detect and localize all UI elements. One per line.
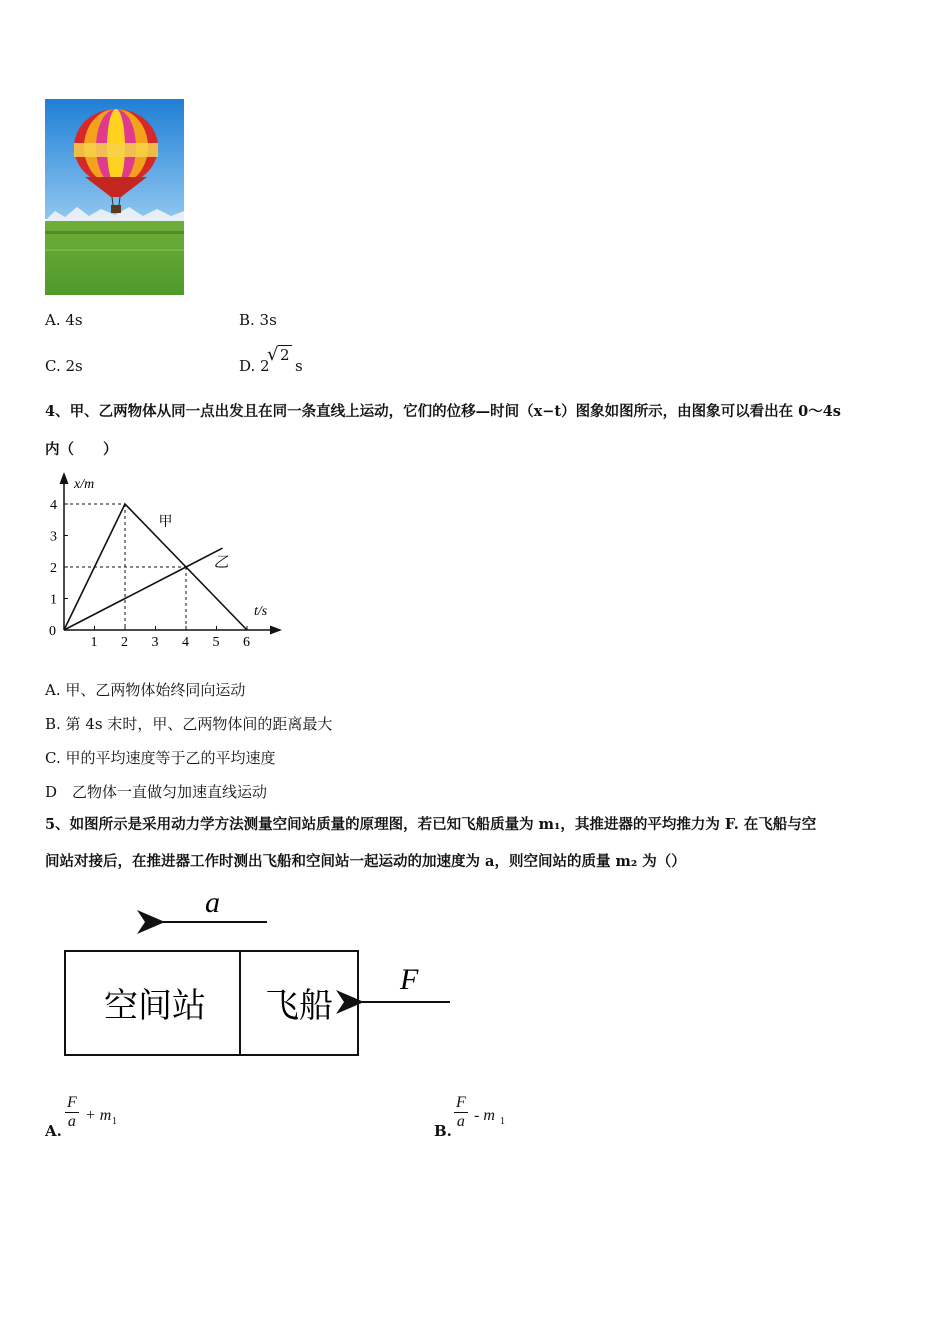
x-tick-label: 5 [212, 635, 220, 650]
acceleration-label: a [205, 886, 220, 919]
y-tick-label: 2 [50, 561, 57, 576]
q5-option-b-rest: - m [474, 1107, 495, 1124]
q3-option-d-radicand: 2 [280, 346, 290, 364]
series-yi-label: 乙 [213, 555, 229, 571]
balloon-illustration [45, 99, 184, 295]
y-tick-label: 1 [50, 592, 57, 608]
series-yi-line [64, 548, 223, 630]
fraction-numerator: F [456, 1094, 466, 1111]
q5-option-a-fraction [65, 1094, 79, 1131]
q3-option-a: A. 4s [45, 311, 83, 329]
q5-diagram [55, 885, 465, 1065]
q5-diagram-svg [55, 885, 465, 1065]
fraction-denominator: a [67, 1113, 76, 1130]
x-axis-label: t/s [254, 604, 268, 619]
q5-option-a-label: A. [45, 1122, 62, 1140]
q5-option-b-fraction [454, 1094, 468, 1131]
space-station-label: 空间站 [104, 988, 206, 1025]
x-tick-label: 3 [151, 635, 159, 650]
q3-option-b: B. 3s [239, 311, 277, 329]
q3-option-d-prefix: D. 2 [239, 357, 270, 375]
y-tick-label: 4 [50, 498, 57, 513]
x-tick-label: 2 [121, 635, 128, 650]
q5-stem-line2: 间站对接后，在推进器工作时测出飞船和空间站一起运动的加速度为 a，则空间站的质量 m₂ 为（） [45, 853, 686, 870]
q4-stem-line2: 内（ ） [45, 441, 118, 458]
q3-option-c: C. 2s [45, 357, 83, 375]
sqrt-symbol: √ [267, 344, 279, 365]
fraction-denominator: a [456, 1113, 465, 1130]
x-tick-label: 6 [243, 635, 250, 650]
q5-option-b-sub: 1 [500, 1116, 505, 1127]
spaceship-label: 飞船 [265, 988, 333, 1025]
q5-stem-line1: 5、如图所示是采用动力学方法测量空间站质量的原理图，若已知飞船质量为 m₁，其推进器的平均推力为 F. 在飞船与空 [45, 816, 817, 833]
force-label: F [400, 963, 419, 996]
xt-graph-svg [40, 470, 285, 650]
y-tick-label: 3 [50, 529, 57, 545]
q4-stem-line1: 4、甲、乙两物体从同一点出发且在同一条直线上运动，它们的位移—时间（x−t）图象如图所示，由图象可以看出在 0～4s [45, 403, 841, 420]
q5-option-a-rest: + m [85, 1107, 112, 1124]
series-jia-label: 甲 [158, 515, 173, 531]
q5-option-a-sub: 1 [112, 1116, 117, 1127]
x-tick-label: 1 [90, 635, 98, 650]
q4-option-d: D 乙物体一直做匀加速直线运动 [45, 783, 268, 801]
q3-option-d-unit: s [295, 357, 303, 375]
y-tick-label: 0 [49, 624, 56, 639]
q4-option-b: B. 第 4s 末时，甲、乙两物体间的距离最大 [45, 715, 333, 733]
q4-xt-graph [40, 470, 285, 650]
q4-option-a: A. 甲、乙两物体始终同向运动 [45, 681, 246, 699]
fraction-numerator: F [67, 1094, 77, 1111]
y-axis-label: x/m [74, 477, 95, 492]
x-tick-label: 4 [182, 635, 189, 650]
hot-air-balloon-photo [45, 99, 184, 295]
q5-option-b-label: B. [434, 1122, 452, 1140]
q4-option-c: C. 甲的平均速度等于乙的平均速度 [45, 749, 276, 767]
